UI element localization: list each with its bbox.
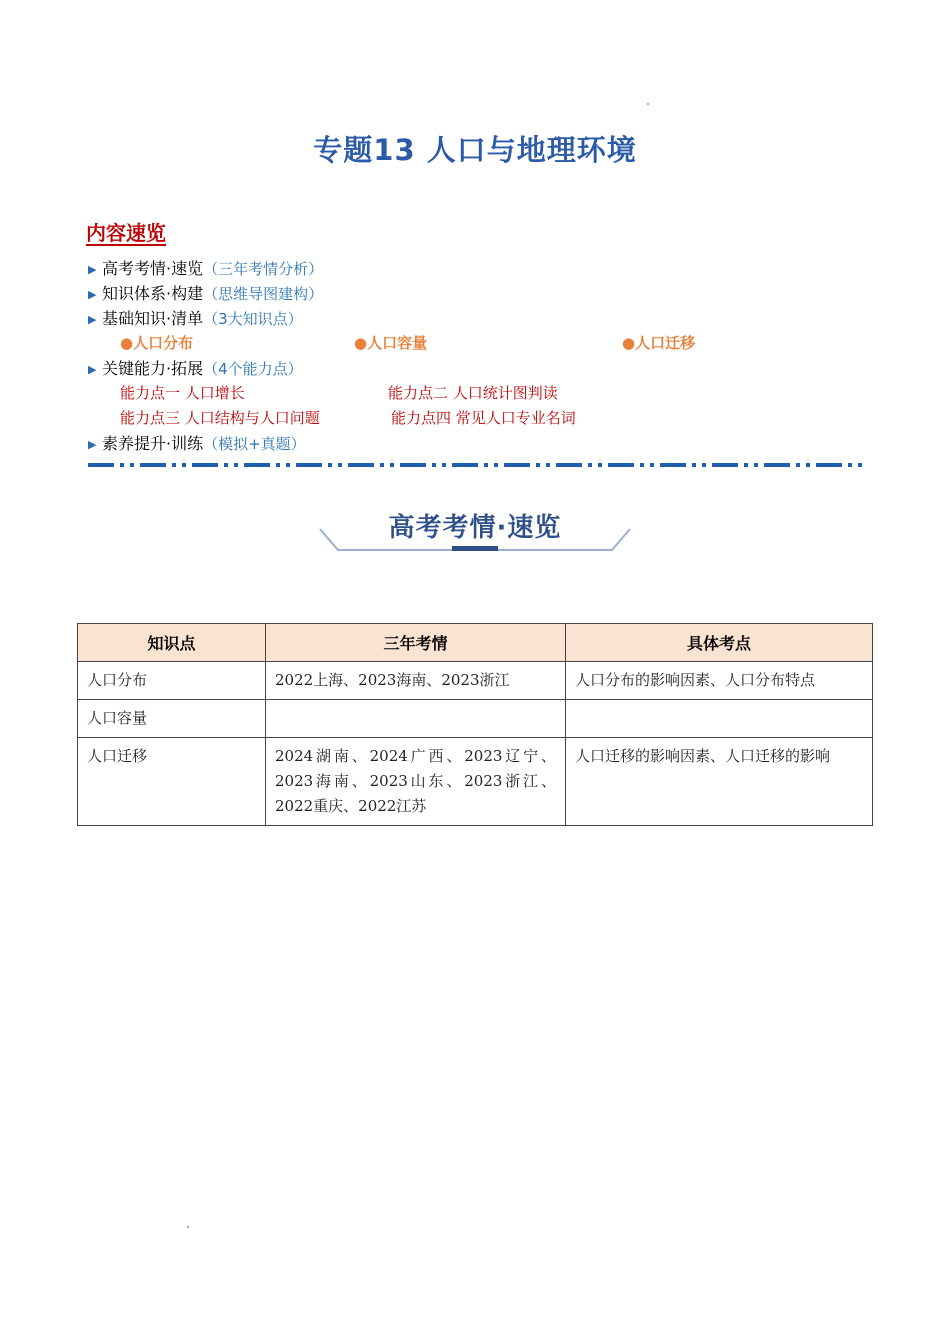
dashed-divider <box>88 462 864 468</box>
ability-point[interactable]: 能力点一 人口增长 <box>120 384 245 402</box>
cell-exam-detail <box>566 700 873 738</box>
triangle-bullet-icon: ▶ <box>88 288 97 301</box>
triangle-bullet-icon: ▶ <box>88 263 97 276</box>
knowledge-point[interactable]: ●人口容量 <box>354 334 428 352</box>
table-of-contents <box>88 256 868 456</box>
ability-point[interactable]: 能力点四 常见人口专业名词 <box>391 409 576 427</box>
column-header: 知识点 <box>78 624 266 662</box>
toc-item[interactable]: ▶ 知识体系·构建（思维导图建构） <box>88 281 868 306</box>
section-heading: 内容速览 <box>86 221 166 245</box>
cell-knowledge-point: 人口迁移 <box>78 738 266 826</box>
triangle-bullet-icon: ▶ <box>88 313 97 326</box>
table-row <box>78 738 873 826</box>
cell-exam-years: 2024湖南、2024广西、2023辽宁、2023海南、2023山东、2023浙江、2022重庆、2022江苏 <box>266 738 566 826</box>
toc-item[interactable]: ▶ 高考考情·速览（三年考情分析） <box>88 256 868 281</box>
scan-dot <box>187 1226 189 1228</box>
triangle-bullet-icon: ▶ <box>88 363 97 376</box>
knowledge-point[interactable]: ●人口分布 <box>120 334 194 352</box>
table-row <box>78 662 873 700</box>
toc-item[interactable]: ▶ 素养提升·训练（模拟+真题） <box>88 431 868 456</box>
triangle-bullet-icon: ▶ <box>88 438 97 451</box>
ability-point[interactable]: 能力点二 人口统计图判读 <box>388 384 558 402</box>
ability-point-list <box>88 381 868 431</box>
toc-item[interactable]: ▶ 关键能力·拓展（4个能力点） <box>88 356 868 381</box>
cell-knowledge-point: 人口分布 <box>78 662 266 700</box>
cell-knowledge-point: 人口容量 <box>78 700 266 738</box>
toc-item[interactable]: ▶ 基础知识·清单（3大知识点） <box>88 306 868 331</box>
table-header-row <box>78 624 873 662</box>
ability-point[interactable]: 能力点三 人口结构与人口问题 <box>120 409 320 427</box>
table-row <box>78 700 873 738</box>
cell-exam-years <box>266 700 566 738</box>
cell-exam-years: 2022上海、2023海南、2023浙江 <box>266 662 566 700</box>
exam-analysis-table <box>77 623 873 826</box>
knowledge-point-list <box>88 331 868 356</box>
page-title: 专题13 人口与地理环境 <box>313 133 637 167</box>
cell-exam-detail: 人口分布的影响因素、人口分布特点 <box>566 662 873 700</box>
knowledge-point[interactable]: ●人口迁移 <box>622 334 696 352</box>
cell-exam-detail: 人口迁移的影响因素、人口迁移的影响 <box>566 738 873 826</box>
section-banner-title: 高考考情·速览 <box>388 513 562 543</box>
scan-dot <box>647 103 649 105</box>
column-header: 具体考点 <box>566 624 873 662</box>
column-header: 三年考情 <box>266 624 566 662</box>
